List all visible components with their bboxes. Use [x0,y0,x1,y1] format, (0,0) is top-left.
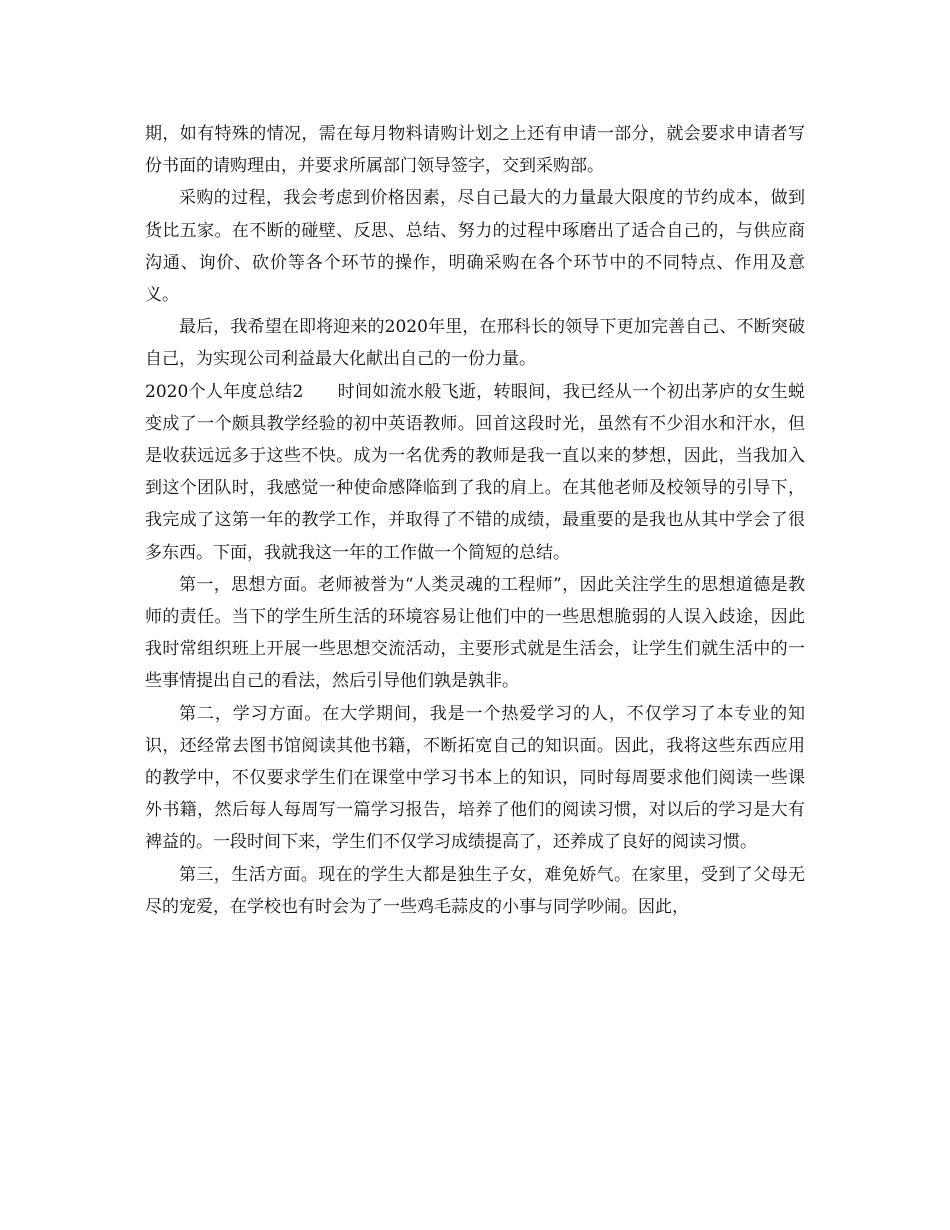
paragraph-continuation: 期，如有特殊的情况，需在每月物料请购计划之上还有申请一部分，就会要求申请者写份书面的请购理由，并要求所属部门领导签字，交到采购部。 [145,124,805,177]
paragraph-thought: 第一，思想方面。老师被誉为“人类灵魂的工程师”，因此关注学生的思想道德是教师的责任。当下的学生所生活的环境容易让他们中的一些思想脆弱的人误入歧途，因此我时常组织班上开展一些思想交流活动，主要形式就是生活会，让学生们就生活中的一些事情提出自己的看法，然后引导他们孰是孰非。 [145,574,805,692]
section-heading: 2020个人年度总结2 [145,381,304,402]
paragraph-life: 第三，生活方面。现在的学生大都是独生子女，难免娇气。在家里，受到了父母无尽的宠爱，在学校也有时会为了一些鸡毛蒜皮的小事与同学吵闹。因此， [145,864,805,917]
document-body [145,118,805,923]
paragraph-summary-intro [145,376,805,569]
paragraph-study: 第二，学习方面。在大学期间，我是一个热爱学习的人，不仅学习了本专业的知识，还经常去图书馆阅读其他书籍，不断拓宽自己的知识面。因此，我将这些东西应用的教学中，不仅要求学生们在课堂中学习书本上的知识，同时每周要求他们阅读一些课外书籍，然后每人每周写一篇学习报告，培养了他们的阅读习惯，对以后的学习是大有裨益的。一段时间下来，学生们不仅学习成绩提高了，还养成了良好的阅读习惯。 [145,703,805,853]
paragraph-intro-text: 时间如流水般飞逝，转眼间，我已经从一个初出茅庐的女生蜕变成了一个颇具教学经验的初中英语教师。回首这段时光，虽然有不少泪水和汗水，但是收获远远多于这些不快。成为一名优秀的教师是我一直以来的梦想，因此，当我加入到这个团队时，我感觉一种使命感降临到了我的肩上。在其他老师及校领导的引导下，我完成了这第一年的教学工作，并取得了不错的成绩，最重要的是我也从其中学会了很多东西。下面，我就我这一年的工作做一个简短的总结。 [145,381,805,563]
paragraph-procurement: 采购的过程，我会考虑到价格因素，尽自己最大的力量最大限度的节约成本，做到货比五家。在不断的碰壁、反思、总结、努力的过程中琢磨出了适合自己的，与供应商沟通、询价、砍价等各个环节的操作，明确采购在各个环节中的不同特点、作用及意义。 [145,188,805,306]
paragraph-closing: 最后，我希望在即将迎来的2020年里，在邢科长的领导下更加完善自己、不断突破自己，为实现公司利益最大化献出自己的一份力量。 [145,317,805,370]
